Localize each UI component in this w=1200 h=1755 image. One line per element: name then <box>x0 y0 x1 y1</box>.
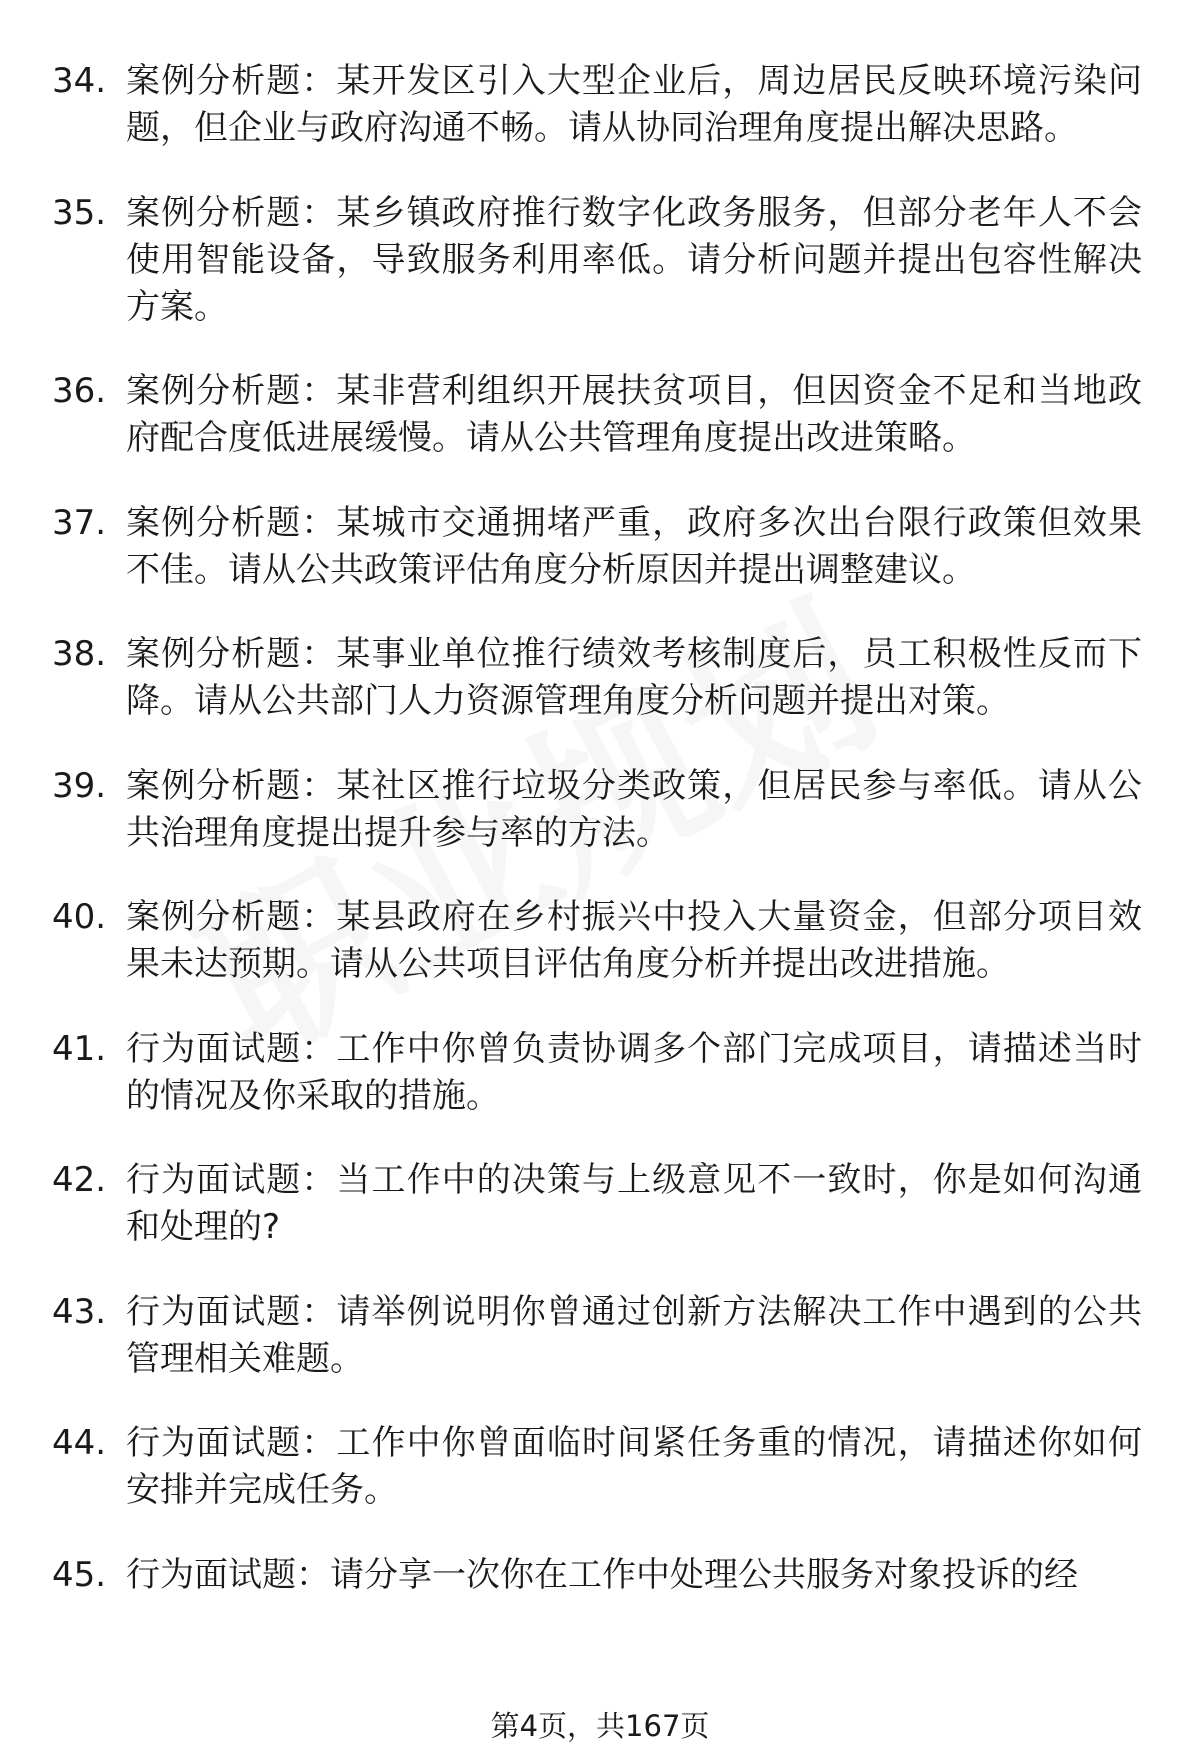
question-item <box>52 631 1142 725</box>
question-number: 36. <box>52 371 107 411</box>
question-number: 45. <box>52 1554 107 1595</box>
question-text: 案例分析题：某开发区引入大型企业后，周边居民反映环境污染问题，但企业与政府沟通不畅。请从协同治理角度提出解决思路。 <box>126 61 1142 148</box>
question-item <box>52 1552 1142 1599</box>
question-text: 行为面试题：当工作中的决策与上级意见不一致时，你是如何沟通和处理的? <box>126 1160 1142 1247</box>
question-text: 案例分析题：某乡镇政府推行数字化政务服务，但部分老年人不会使用智能设备，导致服务利用率低。请分析问题并提出包容性解决方案。 <box>126 192 1142 327</box>
question-item <box>52 58 1142 152</box>
question-number: 42. <box>52 1160 107 1200</box>
question-item <box>52 894 1142 988</box>
question-number: 38. <box>52 634 107 674</box>
question-item <box>52 1157 1142 1251</box>
question-item <box>52 1420 1142 1514</box>
question-number: 43. <box>52 1291 107 1332</box>
question-number: 39. <box>52 765 107 806</box>
question-text: 行为面试题：工作中你曾负责协调多个部门完成项目，请描述当时的情况及你采取的措施。 <box>126 1028 1142 1116</box>
question-item <box>52 763 1142 857</box>
question-text: 行为面试题：请分享一次你在工作中处理公共服务对象投诉的经 <box>126 1554 1078 1595</box>
question-item <box>52 500 1142 594</box>
question-text: 案例分析题：某县政府在乡村振兴中投入大量资金，但部分项目效果未达预期。请从公共项目评估角度分析并提出改进措施。 <box>126 897 1142 984</box>
question-number: 41. <box>52 1028 107 1069</box>
question-text: 案例分析题：某非营利组织开展扶贫项目，但因资金不足和当地政府配合度低进展缓慢。请从公共管理角度提出改进策略。 <box>126 371 1142 458</box>
question-item <box>52 368 1142 462</box>
question-item <box>52 190 1142 331</box>
question-number: 44. <box>52 1423 107 1463</box>
question-list <box>52 58 1142 1636</box>
page-footer: 第4页，共167页 <box>490 1709 710 1743</box>
question-text: 行为面试题：请举例说明你曾通过创新方法解决工作中遇到的公共管理相关难题。 <box>126 1291 1142 1379</box>
question-text: 行为面试题：工作中你曾面临时间紧任务重的情况，请描述你如何安排并完成任务。 <box>126 1423 1142 1510</box>
question-text: 案例分析题：某事业单位推行绩效考核制度后，员工积极性反而下降。请从公共部门人力资源管理角度分析问题并提出对策。 <box>126 634 1142 721</box>
question-number: 37. <box>52 502 107 543</box>
question-item <box>52 1289 1142 1383</box>
question-text: 案例分析题：某城市交通拥堵严重，政府多次出台限行政策但效果不佳。请从公共政策评估角度分析原因并提出调整建议。 <box>126 502 1142 590</box>
question-item <box>52 1026 1142 1120</box>
question-number: 35. <box>52 192 107 233</box>
question-text: 案例分析题：某社区推行垃圾分类政策，但居民参与率低。请从公共治理角度提出提升参与率的方法。 <box>126 765 1142 853</box>
question-number: 40. <box>52 897 107 937</box>
question-number: 34. <box>52 61 107 101</box>
